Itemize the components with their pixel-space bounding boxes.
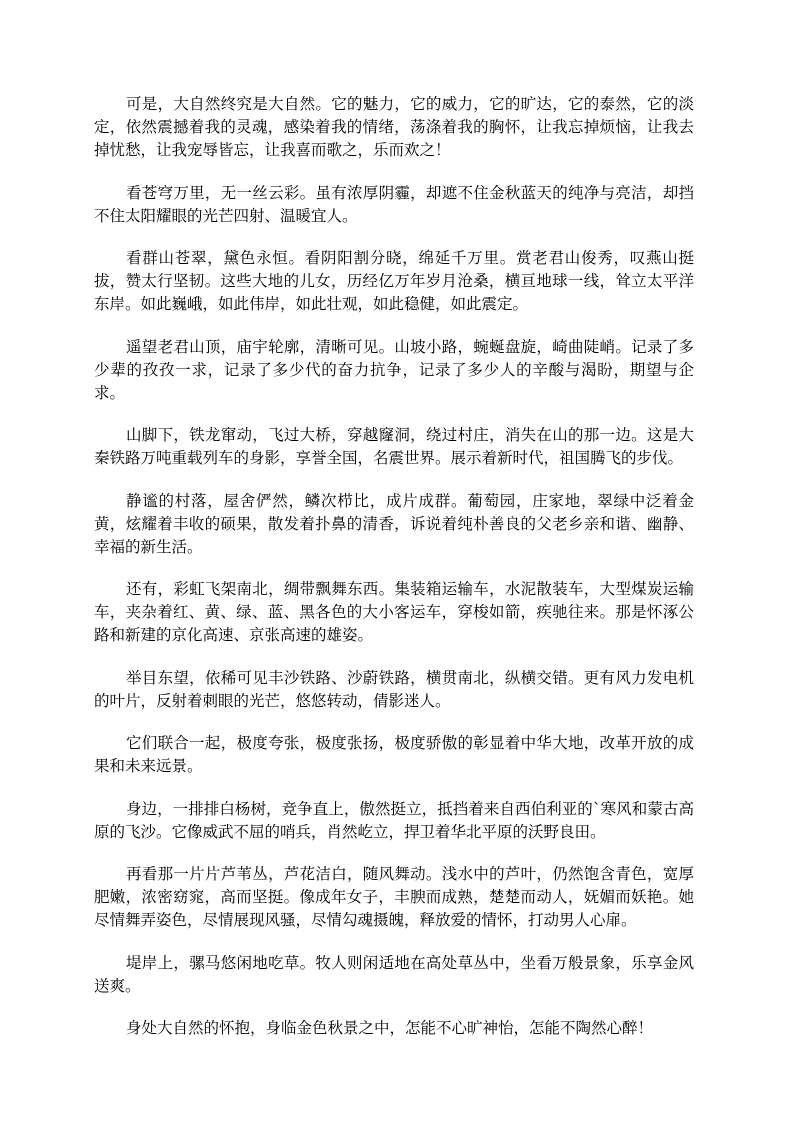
paragraph: 再看那一片片芦苇丛，芦花洁白，随风舞动。浅水中的芦叶，仍然饱含青色，宽厚肥嫩，浓密窈窕，高而坚挺。像成年女子，丰腴而成熟，楚楚而动人，妩媚而妖艳。她尽情舞弄姿色，尽情展现风骚，尽情勾魂摄魄，释放爱的情怀，打动男人心扉。 bbox=[94, 865, 694, 929]
document-body bbox=[94, 93, 694, 1060]
paragraph: 堤岸上，骡马悠闲地吃草。牧人则闲适地在高处草丛中，坐看万般景象，乐享金风送爽。 bbox=[94, 953, 694, 995]
paragraph: 遥望老君山顶，庙宇轮廓，清晰可见。山坡小路，蜿蜒盘旋，崎曲陡峭。记录了多少辈的孜孜一求，记录了多少代的奋力抗争，记录了多少人的辛酸与渴盼，期望与企求。 bbox=[94, 337, 694, 402]
paragraph: 静谧的村落，屋舍俨然，鳞次栉比，成片成群。葡萄园，庄家地，翠绿中泛着金黄，炫耀着丰收的硕果，散发着扑鼻的清香，诉说着纯朴善良的父老乡亲和谐、幽静、幸福的新生活。 bbox=[94, 491, 694, 556]
paragraph: 看苍穹万里，无一丝云彩。虽有浓厚阴霾，却遮不住金秋蓝天的纯净与亮洁，却挡不住太阳耀眼的光芒四射、温暖宜人。 bbox=[94, 183, 694, 225]
paragraph: 举目东望，依稀可见丰沙铁路、沙蔚铁路，横贯南北，纵横交错。更有风力发电机的叶片，反射着刺眼的光芒，悠悠转动，倩影迷人。 bbox=[94, 668, 694, 710]
paragraph: 还有，彩虹飞架南北，绸带飘舞东西。集装箱运输车，水泥散装车，大型煤炭运输车，夹杂着红、黄、绿、蓝、黑各色的大小客运车，穿梭如箭，疾驰往来。那是怀涿公路和新建的京化高速、京张高速的雄姿。 bbox=[94, 580, 694, 644]
paragraph: 山脚下，铁龙窜动，飞过大桥，穿越窿洞，绕过村庄，消失在山的那一边。这是大秦铁路万吨重载列车的身影，享誉全国，名震世界。展示着新时代，祖国腾飞的步伐。 bbox=[94, 426, 694, 467]
paragraph: 它们联合一起，极度夸张，极度张扬，极度骄傲的彰显着中华大地，改革开放的成果和未来远景。 bbox=[94, 734, 694, 775]
paragraph: 看群山苍翠，黛色永恒。看阴阳割分晓，绵延千万里。赏老君山俊秀，叹燕山挺拔，赞太行坚韧。这些大地的儿女，历经亿万年岁月沧桑，横亘地球一线，耸立太平洋东岸。如此巍峨，如此伟岸，如此壮观，如此稳健，如此震定。 bbox=[94, 249, 694, 313]
paragraph: 身边，一排排白杨树，竞争直上，傲然挺立，抵挡着来自西伯利亚的`寒风和蒙古高原的飞沙。它像威武不屈的哨兵，肖然屹立，捍卫着华北平原的沃野良田。 bbox=[94, 799, 694, 841]
paragraph: 可是，大自然终究是大自然。它的魅力，它的威力，它的旷达，它的泰然，它的淡定，依然震撼着我的灵魂，感染着我的情绪，荡涤着我的胸怀，让我忘掉烦恼，让我去掉忧愁，让我宠辱皆忘，让我喜而歌之，乐而欢之！ bbox=[94, 95, 694, 159]
paragraph: 身处大自然的怀抱，身临金色秋景之中，怎能不心旷神怡，怎能不陶然心醉！ bbox=[126, 1019, 654, 1037]
